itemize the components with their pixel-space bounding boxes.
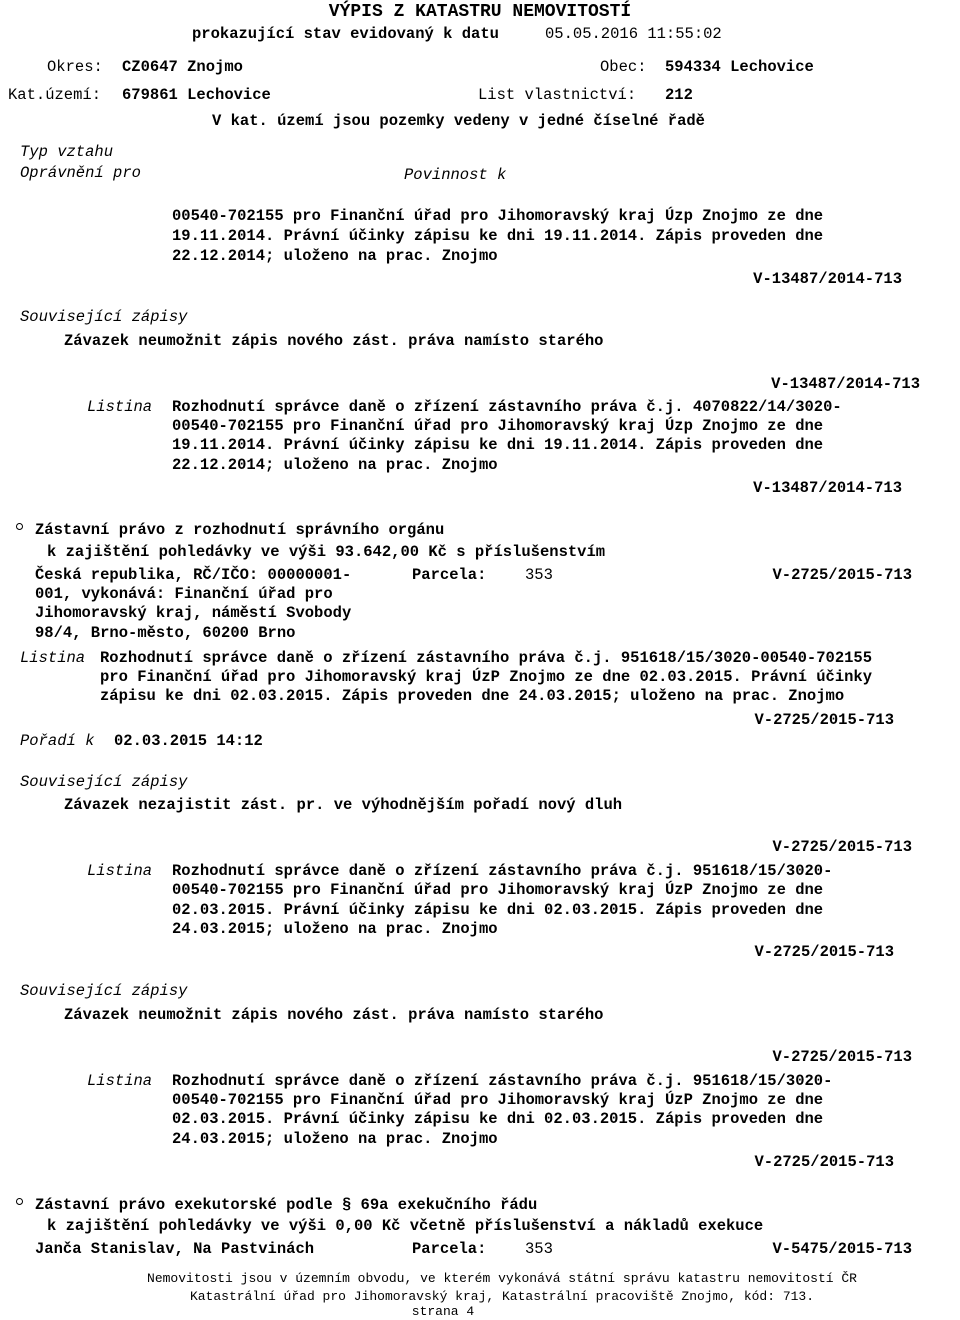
b9-heading-2: k zajištění pohledávky ve výši 0,00 Kč včetně příslušenství a nákladů exekuce [47, 1217, 764, 1235]
b8-ref: V-2725/2015-713 [754, 1153, 894, 1171]
lv-label: List vlastnictví: [478, 86, 637, 104]
okres-value: CZ0647 Znojmo [122, 58, 243, 76]
b6-ref-top: V-2725/2015-713 [772, 838, 912, 856]
b4-ref-right: V-2725/2015-713 [772, 566, 912, 584]
subtitle-prefix: prokazující stav evidovaný k datu [192, 25, 499, 43]
footer-line-2: Katastrální úřad pro Jihomoravský kraj, Katastrální pracoviště Znojmo, kód: 713. [189, 1289, 815, 1304]
b1-line-2: 19.11.2014. Právní účinky zápisu ke dni 19.11.2014. Zápis proveden dne [172, 227, 824, 245]
souvisejici-zapisy-3: Související zápisy [20, 982, 188, 1000]
obec-label: Obec: [600, 58, 647, 76]
b6-line-4: 24.03.2015; uloženo na prac. Znojmo [172, 920, 498, 938]
b2-zavazek: Závazek neumožnit zápis nového zást. práva namísto starého [64, 332, 604, 350]
b8-line-3: 02.03.2015. Právní účinky zápisu ke dni 02.03.2015. Zápis proveden dne [172, 1110, 824, 1128]
b3-line-2: 00540-702155 pro Finanční úřad pro Jihomoravský kraj Úzp Znojmo ze dne [172, 417, 824, 435]
katuzemi-value: 679861 Lechovice [122, 86, 271, 104]
subtitle-date: 05.05.2016 11:55:02 [545, 25, 722, 43]
poradi-k-label: Pořadí k [20, 732, 95, 750]
okres-label: Okres: [47, 58, 103, 76]
col-typ-vztahu: Typ vztahu [20, 143, 114, 161]
b9-ref-right: V-5475/2015-713 [772, 1240, 912, 1258]
souvisejici-zapisy-2: Související zápisy [20, 773, 188, 791]
b1-line-3: 22.12.2014; uloženo na prac. Znojmo [172, 247, 498, 265]
footer-line-1: Nemovitosti jsou v územním obvodu, ve kterém vykonává státní správu katastru nemovitostí ČR [147, 1271, 857, 1286]
b9-parcela-value: 353 [525, 1240, 553, 1258]
b6-line-2: 00540-702155 pro Finanční úřad pro Jihomoravský kraj ÚzP Znojmo ze dne [172, 881, 824, 899]
b8-ref-top: V-2725/2015-713 [772, 1048, 912, 1066]
listina-label-2: Listina [20, 649, 86, 667]
col-povinnost-k: Povinnost k [404, 166, 507, 184]
b4-listina-2: pro Finanční úřad pro Jihomoravský kraj ÚzP Znojmo ze dne 02.03.2015. Právní účinky [100, 668, 873, 686]
b4-party-3: Jihomoravský kraj, náměstí Svobody [35, 604, 352, 622]
listina-label-1: Listina [87, 398, 153, 416]
b6-line-3: 02.03.2015. Právní účinky zápisu ke dni 02.03.2015. Zápis proveden dne [172, 901, 824, 919]
b3-ref: V-13487/2014-713 [753, 479, 902, 497]
katuzemi-label: Kat.území: [8, 86, 102, 104]
b1-line-1: 00540-702155 pro Finanční úřad pro Jihomoravský kraj Úzp Znojmo ze dne [172, 207, 824, 225]
b4-listina-1: Rozhodnutí správce daně o zřízení zástavního práva č.j. 951618/15/3020-00540-702155 [100, 649, 873, 667]
b9-parcela-label: Parcela: [412, 1240, 487, 1258]
souvisejici-zapisy-1: Související zápisy [20, 308, 188, 326]
b5-zavazek: Závazek nezajistit zást. pr. ve výhodnějším pořadí nový dluh [64, 796, 623, 814]
b4-parcela-label: Parcela: [412, 566, 487, 584]
bullet-icon [16, 523, 23, 530]
b7-zavazek: Závazek neumožnit zápis nového zást. práva namísto starého [64, 1006, 604, 1024]
footer-page-number: strana 4 [411, 1304, 475, 1319]
b4-ref: V-2725/2015-713 [754, 711, 894, 729]
b8-line-2: 00540-702155 pro Finanční úřad pro Jihomoravský kraj ÚzP Znojmo ze dne [172, 1091, 824, 1109]
b8-line-1: Rozhodnutí správce daně o zřízení zástavního práva č.j. 951618/15/3020- [172, 1072, 833, 1090]
b4-party-1: Česká republika, RČ/IČO: 00000001- [35, 566, 352, 584]
listina-label-4: Listina [87, 1072, 153, 1090]
b3-ref-top: V-13487/2014-713 [771, 375, 920, 393]
bullet-icon [16, 1198, 23, 1205]
poradi-k-value: 02.03.2015 14:12 [114, 732, 263, 750]
col-opravneni-pro: Oprávnění pro [20, 164, 141, 182]
obec-value: 594334 Lechovice [665, 58, 814, 76]
b4-party-2: 001, vykonává: Finanční úřad pro [35, 585, 333, 603]
b4-heading-2: k zajištění pohledávky ve výši 93.642,00 Kč s příslušenstvím [47, 543, 606, 561]
document-title: VÝPIS Z KATASTRU NEMOVITOSTÍ [328, 2, 632, 22]
b3-line-4: 22.12.2014; uloženo na prac. Znojmo [172, 456, 498, 474]
listina-label-3: Listina [87, 862, 153, 880]
b1-ref: V-13487/2014-713 [753, 270, 902, 288]
b3-line-3: 19.11.2014. Právní účinky zápisu ke dni 19.11.2014. Zápis proveden dne [172, 436, 824, 454]
b8-line-4: 24.03.2015; uloženo na prac. Znojmo [172, 1130, 498, 1148]
b4-heading-1: Zástavní právo z rozhodnutí správního orgánu [35, 521, 445, 539]
header-note: V kat. území jsou pozemky vedeny v jedné číselné řadě [212, 112, 705, 130]
b3-line-1: Rozhodnutí správce daně o zřízení zástavního práva č.j. 4070822/14/3020- [172, 398, 842, 416]
b4-listina-3: zápisu ke dni 02.03.2015. Zápis proveden dne 24.03.2015; uloženo na prac. Znojmo [100, 687, 845, 705]
b9-heading-1: Zástavní právo exekutorské podle § 69a exekučního řádu [35, 1196, 538, 1214]
b4-parcela-value: 353 [525, 566, 553, 584]
b9-party: Janča Stanislav, Na Pastvinách [35, 1240, 315, 1258]
b4-party-4: 98/4, Brno-město, 60200 Brno [35, 624, 296, 642]
b6-line-1: Rozhodnutí správce daně o zřízení zástavního práva č.j. 951618/15/3020- [172, 862, 833, 880]
lv-value: 212 [665, 86, 693, 104]
b6-ref: V-2725/2015-713 [754, 943, 894, 961]
